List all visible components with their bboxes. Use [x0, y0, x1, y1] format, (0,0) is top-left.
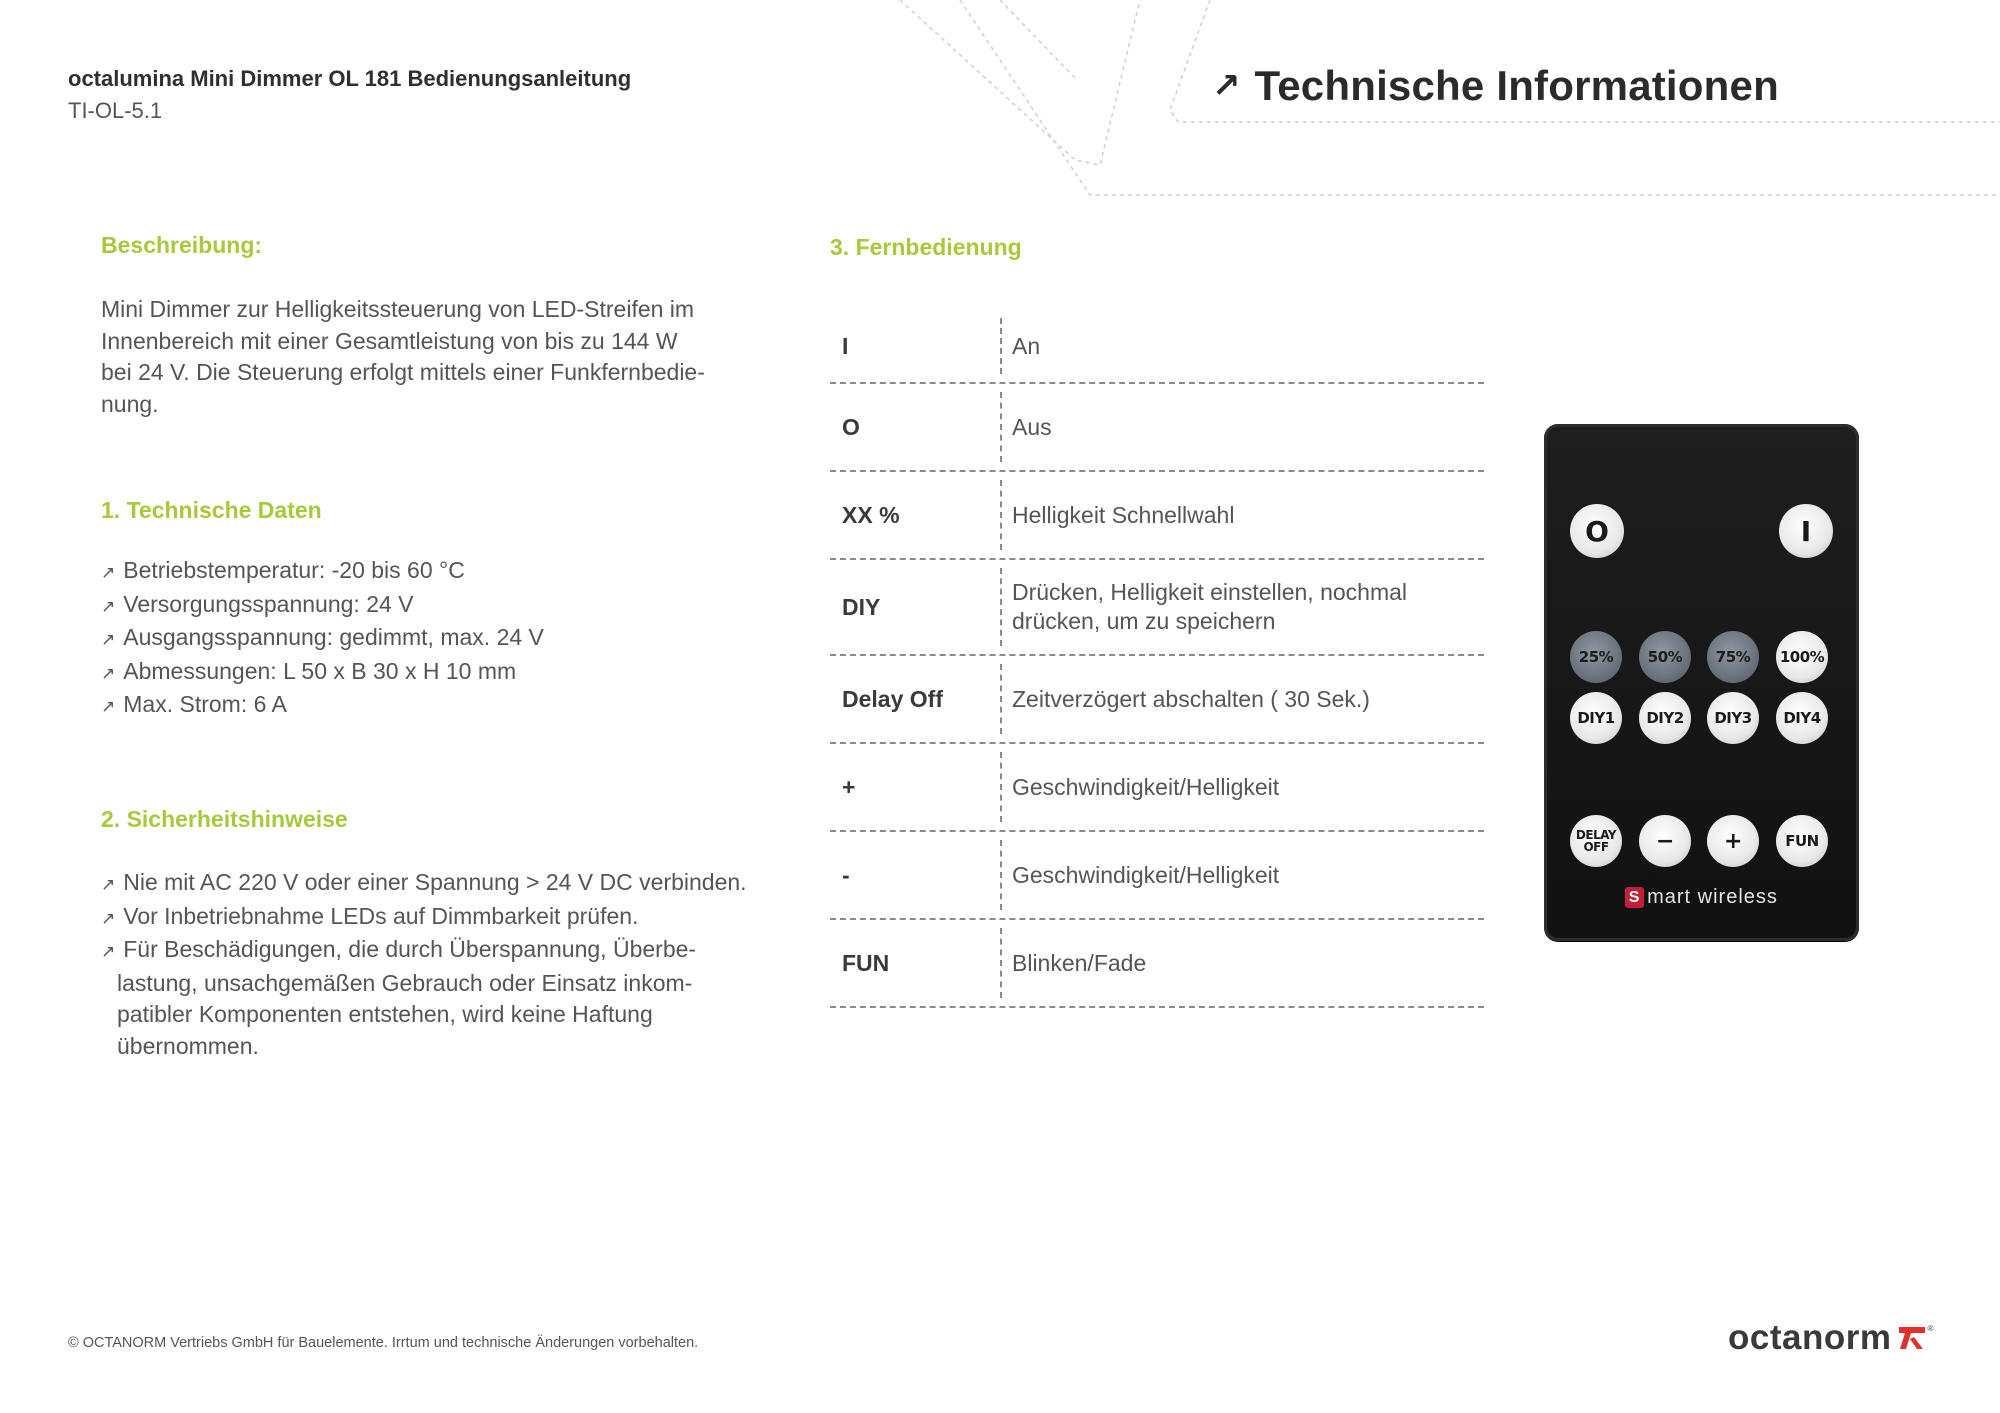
remote-diy2-button: DIY2 [1639, 692, 1691, 744]
remote-delay-off-button: DELAY OFF [1570, 815, 1622, 867]
table-value: An [1012, 332, 1041, 359]
arrow-up-right-icon: ↗ [101, 563, 116, 582]
decorative-dashed-lines [0, 0, 2000, 220]
description-line: Mini Dimmer zur Helligkeitssteuerung von LED-Streifen im [101, 296, 695, 322]
remote-75-button: 75% [1707, 631, 1759, 683]
table-value: Aus [1012, 413, 1052, 440]
table-key: I [842, 332, 849, 359]
table-row [830, 384, 1484, 472]
arrow-up-right-icon: ↗ [101, 942, 116, 961]
remote-diy4-button: DIY4 [1776, 692, 1828, 744]
table-row [830, 656, 1484, 744]
brand-s-badge: S [1625, 887, 1644, 908]
table-value: Helligkeit Schnellwahl [1012, 501, 1235, 528]
table-value: Geschwindigkeit/Helligkeit [1012, 861, 1280, 888]
octanorm-mark-icon [1897, 1325, 1927, 1351]
table-value: Blinken/Fade [1012, 949, 1147, 976]
arrow-up-right-icon: ↗ [101, 875, 116, 894]
list-item: ↗ Vor Inbetriebnahme LEDs auf Dimmbarkeit prüfen. [101, 902, 639, 929]
section-title: Technische Informationen [1254, 62, 1779, 109]
description-heading: Beschreibung: [101, 232, 263, 258]
tech-data-heading: 1. Technische Daten [101, 497, 322, 523]
table-row [830, 832, 1484, 920]
document-title: octalumina Mini Dimmer OL 181 Bedienungsanleitung [68, 66, 632, 91]
section-header [1212, 62, 1779, 110]
table-key: FUN [842, 949, 890, 976]
arrow-up-right-icon: ↗ [101, 630, 116, 649]
remote-function-table [830, 310, 1484, 1008]
remote-100-button: 100% [1776, 631, 1828, 683]
table-row [830, 920, 1484, 1008]
table-key: XX % [842, 501, 900, 528]
list-item: ↗ Nie mit AC 220 V oder einer Spannung > 24 V DC verbinden. [101, 869, 747, 895]
table-row [830, 472, 1484, 560]
table-value: Geschwindigkeit/Helligkeit [1012, 773, 1280, 800]
registered-mark: ® [1927, 1324, 1934, 1333]
arrow-up-right-icon: ↗ [101, 663, 116, 683]
remote-brand-label [1544, 886, 1859, 909]
list-item-continuation: übernommen. [117, 1032, 259, 1059]
brand-text: mart wireless [1647, 886, 1778, 908]
table-value: Zeitverzögert abschalten ( 30 Sek.) [1012, 685, 1370, 712]
remote-fun-button: FUN [1776, 815, 1828, 867]
table-key: + [842, 773, 856, 800]
table-value: Drücken, Helligkeit einstellen, nochmal drücken, um zu speichern [1012, 579, 1408, 634]
list-item: ↗ Für Beschädigungen, die durch Überspannung, Überbe- [101, 936, 697, 962]
remote-heading: 3. Fernbedienung [830, 234, 1022, 260]
list-item-continuation: lastung, unsachgemäßen Gebrauch oder Einsatz inkom- [117, 969, 693, 996]
description-line: bei 24 V. Die Steuerung erfolgt mittels einer Funkfernbedie- [101, 359, 705, 385]
arrow-up-right-icon: ↗ [101, 908, 116, 928]
remote-diy3-button: DIY3 [1707, 692, 1759, 744]
table-row [830, 560, 1484, 656]
arrow-up-right-icon: ↗ [101, 697, 116, 716]
description-line: Innenbereich mit einer Gesamtleistung von bis zu 144 W [101, 327, 678, 354]
description-line: nung. [101, 390, 159, 417]
remote-off-button: O [1570, 504, 1624, 558]
octanorm-logo [1728, 1318, 1933, 1358]
tech-data-list [101, 555, 544, 723]
list-item: ↗ Betriebstemperatur: -20 bis 60 °C [101, 557, 465, 583]
safety-list [101, 867, 747, 1062]
description-text [101, 294, 705, 420]
list-item-continuation: patibler Komponenten entstehen, wird keine Haftung [117, 1001, 653, 1027]
table-row [830, 744, 1484, 832]
logo-wordmark: octanorm [1728, 1318, 1892, 1357]
list-item: ↗ Max. Strom: 6 A [101, 691, 287, 717]
table-key: O [842, 413, 860, 440]
list-item: ↗ Ausgangsspannung: gedimmt, max. 24 V [101, 624, 544, 650]
list-item: ↗ Versorgungsspannung: 24 V [101, 590, 414, 617]
remote-25-button: 25% [1570, 631, 1622, 683]
footer-copyright: © OCTANORM Vertriebs GmbH für Bauelemente. Irrtum und technische Änderungen vorbehalten. [68, 1335, 699, 1351]
table-key: - [842, 861, 850, 888]
remote-on-button: I [1779, 504, 1833, 558]
arrow-up-right-icon: ↗ [1212, 67, 1241, 105]
table-key: DIY [842, 593, 881, 620]
remote-diy1-button: DIY1 [1570, 692, 1622, 744]
list-item: ↗ Abmessungen: L 50 x B 30 x H 10 mm [101, 657, 517, 684]
remote-50-button: 50% [1639, 631, 1691, 683]
table-key: Delay Off [842, 685, 943, 712]
table-row [830, 310, 1484, 384]
safety-heading: 2. Sicherheitshinweise [101, 806, 348, 832]
remote-minus-button: − [1639, 815, 1691, 867]
remote-control-image [1544, 424, 1859, 941]
remote-plus-button: + [1707, 815, 1759, 867]
arrow-up-right-icon: ↗ [101, 596, 116, 616]
document-code: TI-OL-5.1 [68, 98, 163, 123]
